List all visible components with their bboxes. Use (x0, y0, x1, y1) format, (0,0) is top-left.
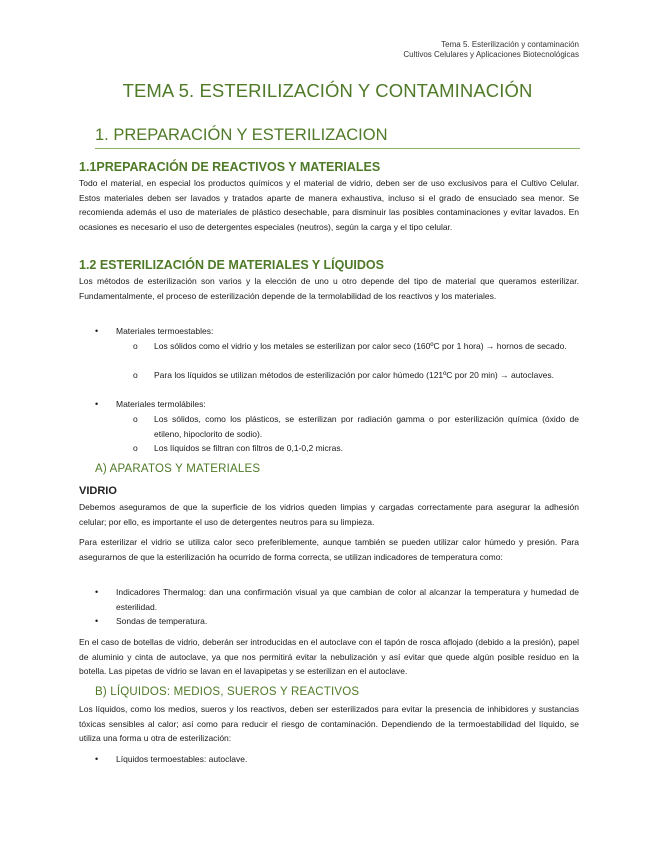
paragraph-vidrio-2: Para esterilizar el vidrio se utiliza calor seco preferiblemente, aunque también se pueden utilizar calor húmedo y presión. Para asegurarnos de que la esterilización ha ocurrido de forma correcta, se utilizan indicadores de temperatura como: (79, 537, 579, 562)
list-item-label: Para los líquidos se utilizan métodos de esterilización por calor húmedo (121ºC por 20 min) → autoclaves. (154, 370, 554, 380)
paragraph-vidrio-1: Debemos aseguramos de que la superficie de los vidrios queden limpias y cargadas correctamente para asegurar la adhesión celular; por ello, es importante el uso de detergentes neutros para su limpieza. (79, 502, 579, 527)
vidrio-heading: VIDRIO (79, 485, 117, 497)
list-item-label: Los sólidos como el vidrio y los metales se esterilizan por calor seco (160ºC por 1 hora) → hornos de secado. (154, 341, 567, 351)
bullet-icon: • (95, 754, 99, 764)
sub-bullet-icon: o (133, 370, 138, 380)
paragraph-liquidos: Los líquidos, como los medios, sueros y los reactivos, deben ser esterilizados para evitar la presencia de inhibidores y sustancias tóxicas sensibles al calor; así como para reducir el riesgo de contaminación. Dependiendo de la termoestabilidad del líquido, se utiliza una forma u otra de esterilización: (79, 704, 579, 744)
sub-bullet-icon: o (133, 414, 138, 424)
bullet-icon: • (95, 399, 99, 409)
paragraph-reactivos: Todo el material, en especial los productos químicos y el material de vidrio, deben ser de uso exclusivos para el Cultivo Celular. Estos materiales deben ser lavados y tratados aparte de manera exhaustiva, incluso si el grado de ensuciado sea menor. Se recomienda además el uso de materiales de plástico desechable, para disminuir las posibles contaminaciones y evitar lavados. En ocasiones es necesario el uso de detergentes especiales (neutros), según la carga y el tipo celular. (79, 178, 579, 232)
list-item-label: Indicadores Thermalog: dan una confirmación visual ya que cambian de color al alcanzar la temperatura y humedad de esterilidad. (116, 587, 579, 612)
paragraph-metodos: Los métodos de esterilización son varios y la elección de uno u otro depende del tipo de material que queramos esterilizar. Fundamentalmente, el proceso de esterilización depende de la termolabilidad de los reactivos y los materiales. (79, 276, 579, 301)
list-item (95, 324, 579, 339)
running-header (403, 40, 579, 60)
list-item-label: Materiales termolábiles: (116, 399, 206, 409)
subsection-heading-1-2: 1.2 ESTERILIZACIÓN DE MATERIALES Y LÍQUIDOS (79, 258, 384, 272)
list-item (95, 585, 579, 614)
list-item-label: Sondas de temperatura. (116, 616, 208, 626)
header-line-2: Cultivos Celulares y Aplicaciones Biotecnológicas (403, 50, 579, 59)
list-item (95, 752, 579, 767)
list-item (133, 412, 579, 441)
part-a-heading: A) APARATOS Y MATERIALES (95, 463, 261, 475)
list-item-label: Líquidos termoestables: autoclave. (116, 754, 248, 764)
list-item (133, 339, 579, 354)
bullet-icon: • (95, 326, 99, 336)
list-item-label: Los líquidos se filtran con filtros de 0,1-0,2 micras. (154, 443, 343, 453)
sub-bullet-icon: o (133, 443, 138, 453)
header-line-1: Tema 5. Esterilización y contaminación (441, 40, 579, 49)
document-title: TEMA 5. ESTERILIZACIÓN Y CONTAMINACIÓN (122, 80, 533, 101)
list-item (133, 368, 579, 383)
section-heading-1: 1. PREPARACIÓN Y ESTERILIZACION (95, 126, 580, 149)
bullet-icon: • (95, 587, 99, 597)
list-item (133, 441, 579, 456)
list-item (95, 614, 579, 629)
bullet-icon: • (95, 616, 99, 626)
list-item-label: Los sólidos, como los plásticos, se esterilizan por radiación gamma o por esterilización química (óxido de etileno, hipoclorito de sodio). (154, 414, 579, 439)
subsection-heading-1-1: 1.1PREPARACIÓN DE REACTIVOS Y MATERIALES (79, 160, 381, 174)
sub-bullet-icon: o (133, 341, 138, 351)
part-b-heading: B) LÍQUIDOS: MEDIOS, SUEROS Y REACTIVOS (95, 686, 360, 698)
list-item (95, 397, 579, 412)
list-item-label: Materiales termoestables: (116, 326, 214, 336)
paragraph-botellas: En el caso de botellas de vidrio, deberán ser introducidas en el autoclave con el tapón de rosca aflojado (debido a la presión), papel de aluminio y cinta de autoclave, ya que nos permitirá evitar la nebulización y así evitar que quede algún posible residuo en la botella. Las pipetas de vidrio se lavan en el lavapipetas y se esterilizan en el autoclave. (79, 637, 579, 677)
